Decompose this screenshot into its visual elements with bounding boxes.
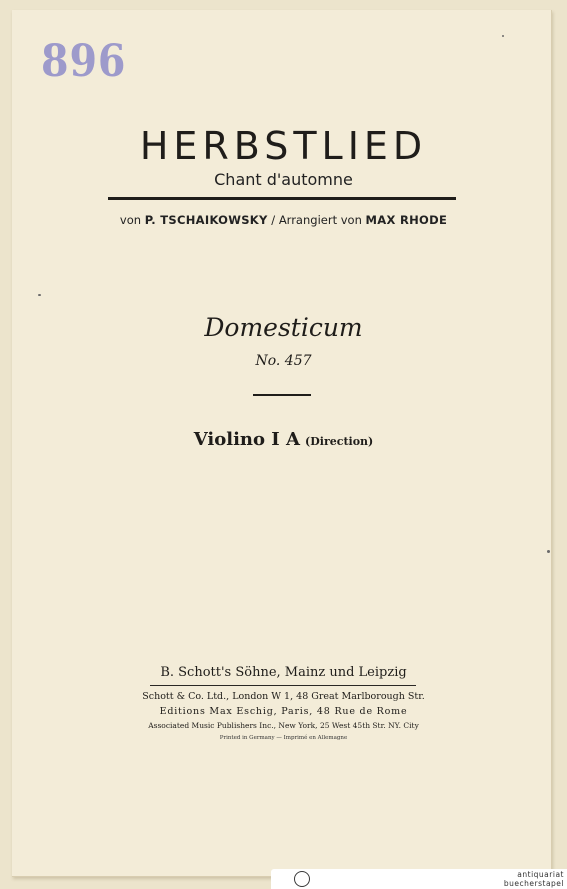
series-number: No. 457 (255, 353, 312, 369)
watermark-text (314, 870, 564, 888)
watermark-logo-icon (294, 871, 310, 887)
printed-in-note: Printed in Germany — Imprimé en Allemagne (219, 735, 348, 741)
page-title: HERBSTLIED (139, 124, 428, 168)
publisher-address-newyork: Associated Music Publishers Inc., New York, 25 West 45th Str. NY. City (148, 721, 419, 730)
series-divider (253, 394, 311, 396)
part-note: (Direction) (305, 435, 374, 448)
publisher-address-london: Schott & Co. Ltd., London W 1, 48 Great Marlborough Str. (142, 691, 425, 702)
part-name: Violino I A (193, 429, 300, 450)
composer-prefix: von (119, 213, 142, 227)
series-name: Domesticum (204, 313, 363, 342)
arranger-prefix: Arrangiert von (278, 213, 362, 227)
composer-line (0, 212, 567, 228)
paper-speck (547, 550, 550, 553)
arranger-name: MAX RHODE (365, 213, 448, 227)
publisher-name: B. Schott's Söhne, Mainz und Leipzig (160, 665, 407, 680)
publisher-address-paris: Editions Max Eschig, Paris, 48 Rue de Rome (159, 706, 408, 717)
watermark-line-1: antiquariat (517, 870, 564, 879)
part-label (0, 428, 567, 454)
publisher-divider (150, 685, 416, 686)
title-divider (108, 197, 456, 200)
paper-speck (502, 35, 504, 37)
paper-speck (38, 294, 41, 296)
watermark-line-2: buecherstapel (503, 879, 564, 888)
subtitle: Chant d'automne (214, 170, 353, 189)
composer-separator: / (271, 213, 276, 227)
inventory-stamp: 896 (41, 36, 127, 87)
watermark (271, 869, 567, 889)
composer-name: P. TSCHAIKOWSKY (144, 213, 268, 227)
